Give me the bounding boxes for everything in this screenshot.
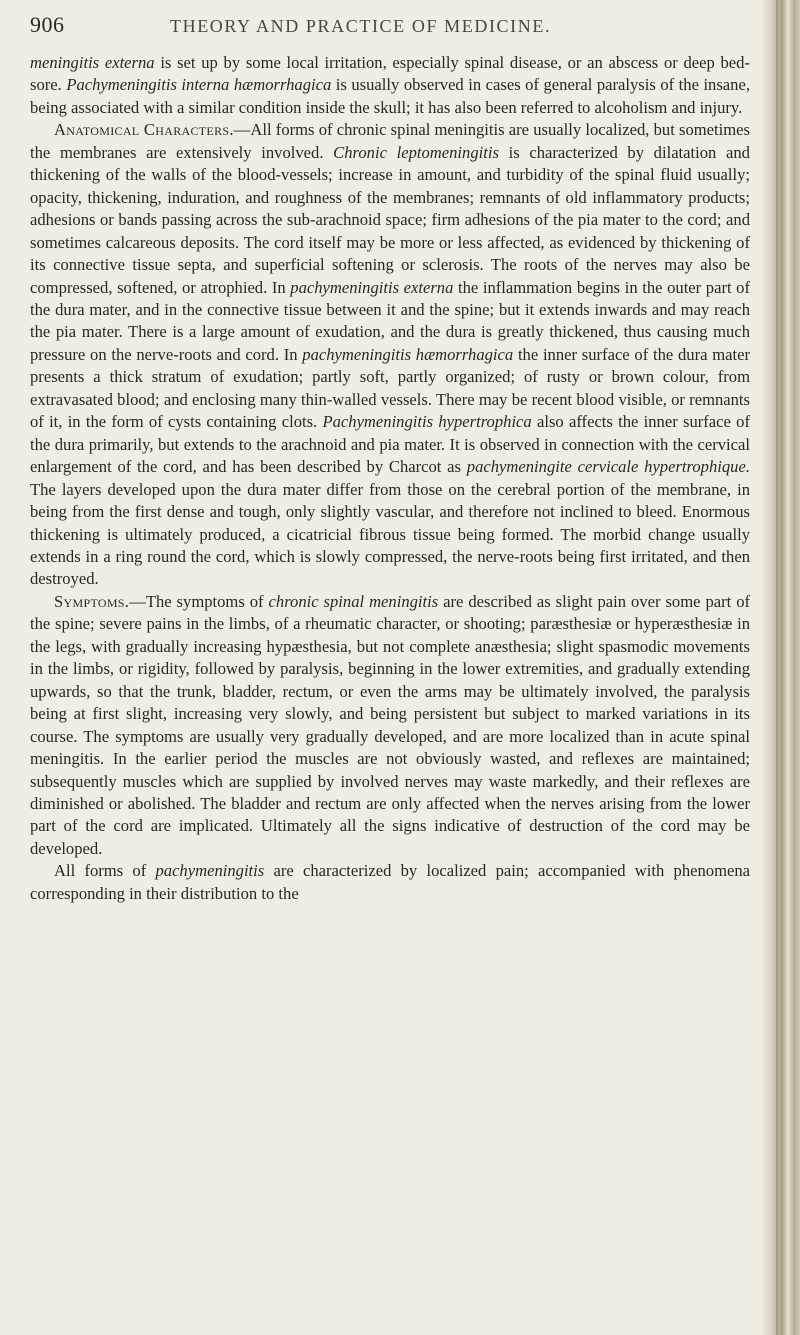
italic-term: pachymeningitis externa: [290, 277, 454, 297]
paragraph-pachymeningitis: All forms of pachymeningitis are characterized by localized pain; accompanied with phenomena corresponding in their distribution to the: [30, 861, 751, 903]
paragraph-symptoms: Symptoms.—The symptoms of chronic spinal meningitis are described as slight pain over some part of the spine; severe pains in the limbs, of a rheumatic character, or shooting; paræsthesiæ or hyperæsthesiæ in the legs, with gradually increasing hypæsthesia, but not complete anæsthesia; slight spasmodic movements in the limbs, or rigidity, followed by paralysis, beginning in the lower extremities, and gradually extending upwards, so that the trunk, bladder, rectum, or even the arms may be ultimately involved, the paralysis being at first slight, increasing very slowly, and being persistent but subject to marked variations in its course. The symptoms are usually very gradually developed, and are more localized than in acute spinal meningitis. In the earlier period the muscles are not obviously wasted, and reflexes are maintained; subsequently muscles which are supplied by involved nerves may waste markedly, and their reflexes are diminished or abolished. The bladder and rectum are only affected when the nerves arising from the lower part of the cord are implicated. Ultimately all the signs indicative of destruction of the cord may be developed.: [30, 591, 751, 858]
italic-term: pachymeningitis hæmorrhagica: [302, 344, 514, 364]
paragraph-continuation: meningitis externa is set up by some local irritation, especially spinal disease, or an abscess or deep bed-sore. Pachymeningitis interna hæmorrhagica is usually observed in cases of general paralysis of the insane, being associated with a similar condition inside the skull; it has also been referred to alcoholism and injury.: [30, 53, 750, 117]
book-page: [30, 12, 750, 905]
book-page-edge: [760, 0, 800, 1335]
italic-term: chronic spinal meningitis: [268, 591, 439, 611]
section-heading-symptoms: Symptoms.: [54, 591, 130, 611]
book-binding-line: [776, 0, 778, 1335]
running-head: THEORY AND PRACTICE OF MEDICINE.: [170, 16, 552, 36]
section-heading-anatomical: Anatomical Characters.: [54, 120, 234, 140]
italic-term: Pachymeningitis interna hæmorrhagica: [66, 75, 332, 95]
page-number: 906: [30, 12, 65, 37]
italic-term: meningitis externa: [30, 53, 155, 72]
italic-term: pachymeningite cervicale hypertrophique.: [466, 457, 750, 477]
paragraph-anatomical-characters: Anatomical Characters.—All forms of chronic spinal meningitis are usually localized, but sometimes the membranes are extensively involved. Chronic leptomeningitis is characterized by dilatation and thickening of the walls of the blood-vessels; increase in amount, and turbidity of the spinal fluid usually; opacity, thickening, induration, and roughness of the membranes; remnants of old inflammatory products; adhesions or bands passing across the sub-arachnoid space; firm adhesions of the pia mater to the cord; and sometimes calcareous deposits. The cord itself may be more or less affected, as evidenced by thickening of its connective tissue septa, and superficial softening or sclerosis. The roots of the nerves may also be compressed, softened, or atrophied. In pachymeningitis externa the inflammation begins in the outer part of the dura mater, and in the connective tissue between it and the spine; but it extends inwards and may reach the pia mater. There is a large amount of exudation, and the dura is greatly thickened, thus causing much pressure on the nerve-roots and cord. In pachymeningitis hæmorrhagica the inner surface of the dura mater presents a thick stratum of exudation; partly soft, partly organized; of rusty or brown colour, from extravasated blood; and enclosing many thin-walled vessels. There may be recent blood visible, or remnants of it, in the form of cysts containing clots. Pachymeningitis hypertrophica also affects the inner surface of the dura primarily, but extends to the arachnoid and pia mater. It is observed in connection with the cervical enlargement of the cord, and has been described by Charcot as pachymeningite cervicale hypertrophique. The layers developed upon the dura mater differ from those on the cerebral portion of the membrane, in being from the first dense and tough, only slightly vascular, and therefore not inclined to bleed. Enormous thickening is ultimately produced, a cicatricial fibrous tissue being formed. The morbid change usually extends in a ring round the cord, which is slowly compressed, the nerve-roots being first irritated, and then destroyed.: [30, 120, 750, 589]
italic-term: pachymeningitis: [155, 861, 265, 881]
page-body: [30, 52, 750, 905]
italic-term: Pachymeningitis hypertrophica: [322, 412, 532, 432]
page-header: [30, 12, 750, 52]
italic-term: Chronic leptomeningitis: [333, 142, 499, 162]
